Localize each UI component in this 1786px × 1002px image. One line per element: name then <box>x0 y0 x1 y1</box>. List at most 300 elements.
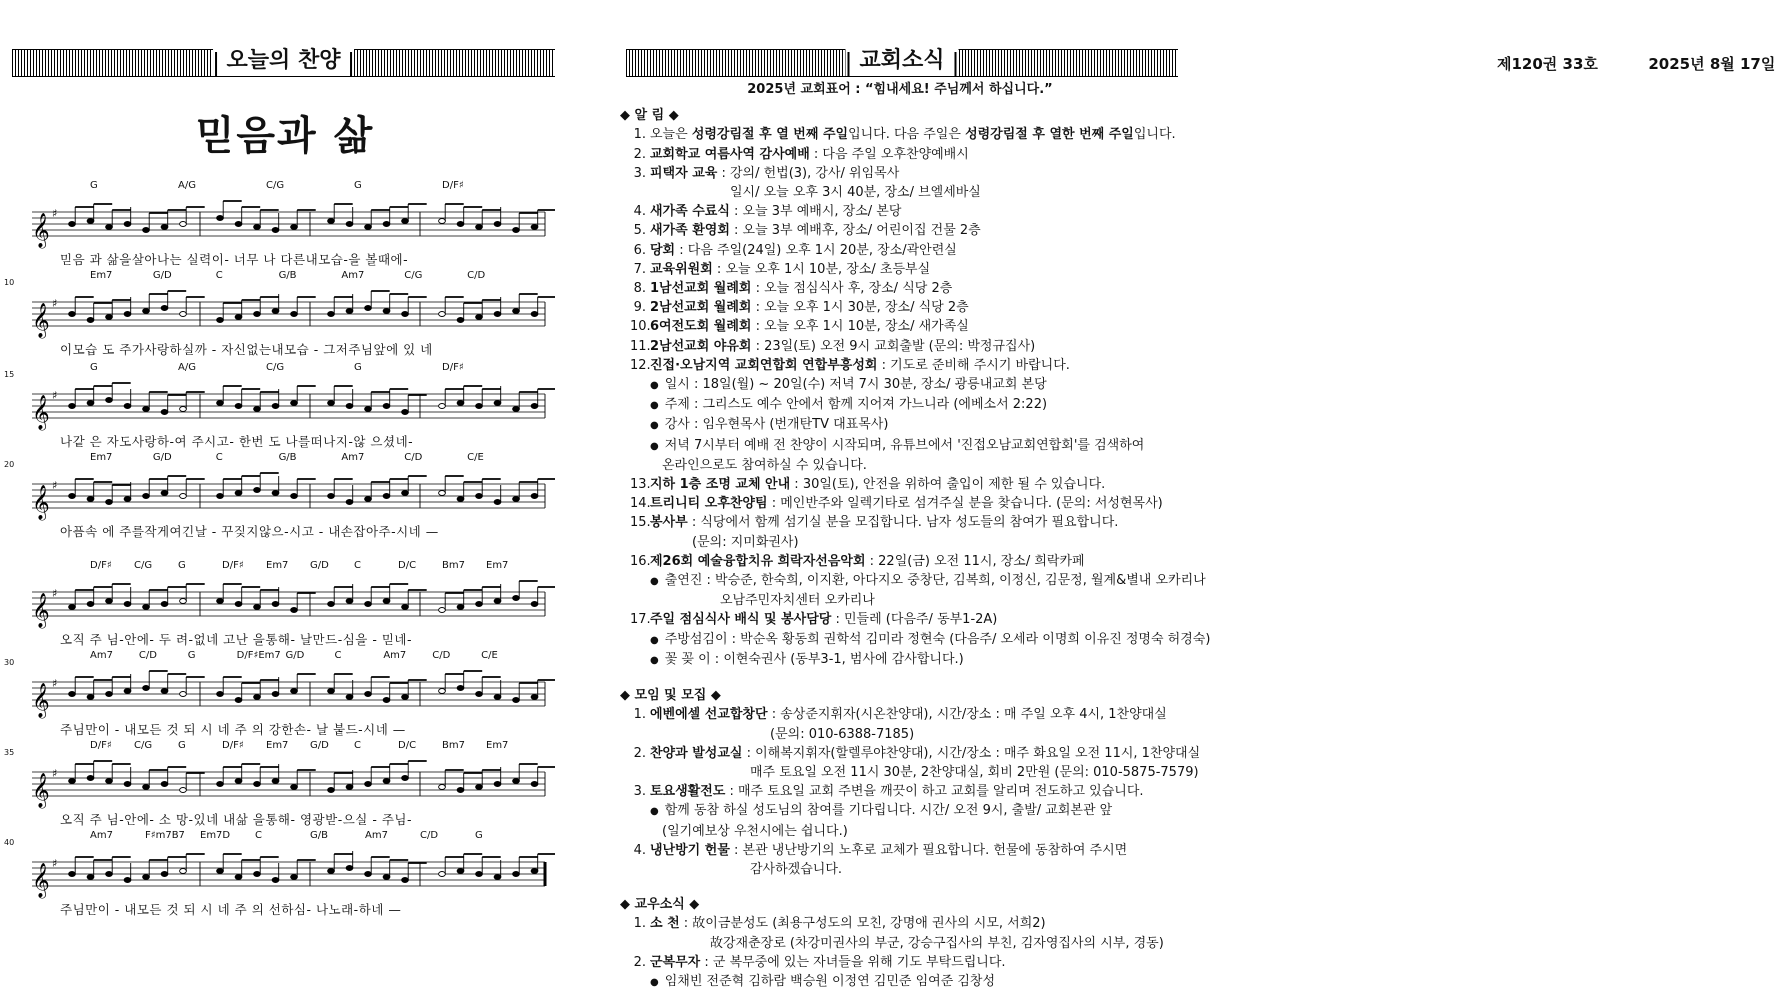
note-head <box>254 695 261 700</box>
note-head <box>87 497 94 502</box>
meeting-item <box>620 782 1180 801</box>
note-head <box>106 779 113 784</box>
note-head <box>402 312 409 317</box>
note-head <box>513 698 520 703</box>
notice-item-title: 교회학교 여름사역 감사예배 <box>650 146 810 162</box>
chord-symbol: Am7 <box>365 830 388 841</box>
note-head <box>69 312 76 317</box>
chord-symbol: Em7 <box>266 560 289 571</box>
note-head <box>402 491 409 496</box>
chord-symbol: D/F♯ <box>222 740 244 751</box>
chord-symbol: G/B <box>310 830 328 841</box>
note-head <box>254 872 261 877</box>
note-head <box>217 401 224 406</box>
note-head <box>272 602 279 607</box>
note-head <box>291 875 298 880</box>
note-head <box>402 410 409 415</box>
notice-number: 11. <box>630 338 651 354</box>
score-system <box>4 830 555 926</box>
meeting-item <box>620 841 1180 860</box>
chord-symbol: D/C <box>398 740 417 751</box>
notice-item <box>620 125 1180 144</box>
note-head <box>143 494 150 499</box>
note-head <box>291 225 298 230</box>
note-head <box>494 695 501 700</box>
section-meetings-title: ◆ 모임 및 모집 ◆ <box>620 688 721 704</box>
notice-item-title: 피택자 교육 <box>650 165 718 181</box>
note-head <box>328 869 335 874</box>
note-head <box>365 602 372 607</box>
note-head <box>383 404 390 409</box>
note-head <box>383 222 390 227</box>
chord-symbol: C <box>215 270 223 281</box>
notice-item <box>620 260 1180 279</box>
chord-symbol: C/G <box>404 270 423 281</box>
note-head <box>531 602 538 607</box>
note-head <box>291 401 298 406</box>
note-head <box>476 602 483 607</box>
meeting-sub-item: ● 함께 동참 하실 성도님의 참여를 기다립니다. 시간/ 오전 9시, 출발/ 교회본관 앞 <box>620 801 1180 821</box>
notice-item-text: : 30일(토), 안전을 위하여 출입이 제한 될 수 있습니다. <box>790 477 1106 493</box>
score-system <box>4 740 555 836</box>
notice-number: 15. <box>630 515 651 531</box>
note-head <box>476 404 483 409</box>
note-head <box>180 312 187 317</box>
chord-symbol: C/G <box>134 560 153 571</box>
meeting-continuation: 매주 토요일 오전 11시 30분, 2찬양대실, 회비 2만원 (문의: 010-5875-7579) <box>750 764 1199 780</box>
notice-item-title: 새가족 환영회 <box>650 223 730 239</box>
note-head <box>439 491 446 496</box>
measure-number: 10 <box>4 278 15 287</box>
note-head <box>291 494 298 499</box>
notice-item <box>620 552 1180 571</box>
meeting-item <box>620 744 1201 763</box>
note-head <box>161 602 168 607</box>
notice-sub-item: ● 강사 : 임우현목사 (번개탄TV 대표목사) <box>620 415 1180 435</box>
note-head <box>457 869 464 874</box>
measure-number: 20 <box>4 460 15 469</box>
note-head <box>457 318 464 323</box>
note-head <box>531 782 538 787</box>
notice-item <box>620 241 1180 260</box>
notice-item-title: 제26회 예술융합치유 희락자선음악회 <box>650 553 866 569</box>
meeting-number: 3. <box>633 784 646 800</box>
meeting-number: 4. <box>633 842 646 858</box>
note-head <box>235 404 242 409</box>
key-signature-icon: ♯ <box>52 587 58 600</box>
meeting-item-title: 토요생활전도 <box>650 784 726 800</box>
note-head <box>180 692 187 697</box>
chord-symbol: Am7 <box>383 650 407 661</box>
note-head <box>106 599 113 604</box>
notice-number: 6. <box>633 242 646 258</box>
note-head <box>365 225 372 230</box>
note-head <box>402 695 409 700</box>
notice-number: 12. <box>630 357 651 373</box>
member-sub-item: ● 임채빈 전준혁 김하람 백승원 이정연 김민준 임여준 김창성 <box>620 972 1180 992</box>
key-signature-icon: ♯ <box>52 767 58 780</box>
note-head <box>513 228 520 233</box>
note-head <box>124 878 131 883</box>
key-signature-icon: ♯ <box>52 297 58 310</box>
left-header-title: 오늘의 찬양 <box>213 46 355 76</box>
chord-symbol: Em7 <box>486 740 509 751</box>
notice-item <box>620 475 1180 494</box>
chord-symbol: Em7 <box>90 270 113 281</box>
note-head <box>494 599 501 604</box>
chord-symbol: G/D <box>152 270 172 281</box>
note-head <box>328 788 335 793</box>
chord-symbol: C <box>255 830 262 841</box>
note-head <box>180 494 187 499</box>
notice-item <box>620 513 1180 532</box>
member-item-title: 군복무자 <box>650 954 701 970</box>
notice-item-title: 주일 점심식사 배식 및 봉사담당 <box>650 612 832 628</box>
chord-symbol: C <box>354 740 361 751</box>
church-motto: 2025년 교회표어 : “힘내세요! 주님께서 하십니다.” <box>747 82 1053 97</box>
note-head <box>143 686 150 691</box>
note-head <box>87 219 94 224</box>
note-head <box>143 875 150 880</box>
notice-item <box>620 145 1180 164</box>
note-head <box>235 875 242 880</box>
note-head <box>346 404 353 409</box>
meeting-item-text: : 본관 냉난방기의 노후로 교체가 필요합니다. 헌물에 동참하여 주시면 <box>729 842 1128 858</box>
song-lyrics: 이모습 도 주가사랑하실까 - 자신없는내모습 - 그저주님앞에 있 네 <box>60 342 433 357</box>
note-head <box>272 878 279 883</box>
meeting-item-text: : 송상준지휘자(시온찬양대), 시간/장소 : 매 주일 오후 4시, 1찬양대실 <box>767 707 1167 723</box>
chord-symbol: A/G <box>178 180 196 191</box>
chord-symbol: G <box>187 650 196 661</box>
note-head <box>87 875 94 880</box>
note-head <box>254 782 261 787</box>
notice-item-text: : 오늘 점심식사 후, 장소/ 식당 2층 <box>751 281 953 297</box>
note-head <box>161 410 168 415</box>
song-title: 믿음과 삶 <box>195 113 375 159</box>
note-head <box>272 309 279 314</box>
note-head <box>328 689 335 694</box>
chord-symbol: F♯m7B7 <box>145 830 185 841</box>
note-head <box>124 782 131 787</box>
note-head <box>124 404 131 409</box>
note-head <box>346 500 353 505</box>
notice-item <box>620 610 1180 629</box>
note-head <box>365 497 372 502</box>
note-head <box>235 779 242 784</box>
right-header-bar <box>626 49 1178 77</box>
notice-item-text: : 오늘 오후 1시 10분, 장소/ 새가족실 <box>751 319 969 335</box>
notice-item-title: 새가족 수료식 <box>650 204 730 220</box>
note-head <box>439 404 446 409</box>
meeting-number: 1. <box>633 707 646 723</box>
notice-number: 10. <box>630 319 651 335</box>
note-head <box>143 407 150 412</box>
notice-item <box>620 317 1180 336</box>
note-head <box>254 225 261 230</box>
notice-item-text: : 식당에서 함께 섬기실 분을 모집합니다. 남자 성도들의 참여가 필요합니다. <box>687 515 1119 531</box>
measure-number: 15 <box>4 370 15 379</box>
note-head <box>494 500 501 505</box>
note-head <box>254 407 261 412</box>
notice-item <box>620 164 1180 183</box>
note-head <box>106 500 113 505</box>
note-head <box>346 785 353 790</box>
church-news <box>620 80 1211 992</box>
notice-number: 4. <box>633 204 646 220</box>
note-head <box>217 494 224 499</box>
song-lyrics: 주님만이 - 내모든 것 되 시 네 주 의 선하심- 나노래-하네 — <box>60 902 402 917</box>
note-head <box>124 497 131 502</box>
note-head <box>291 312 298 317</box>
note-head <box>476 225 483 230</box>
note-head <box>272 779 279 784</box>
note-head <box>161 782 168 787</box>
note-head <box>402 878 409 883</box>
note-head <box>457 788 464 793</box>
notice-item <box>620 356 1180 375</box>
note-head <box>69 692 76 697</box>
note-head <box>439 312 446 317</box>
note-head <box>383 599 390 604</box>
notice-item-text: : 민들레 (다음주/ 동부1-2A) <box>831 612 998 628</box>
note-head <box>328 219 335 224</box>
note-head <box>124 602 131 607</box>
notice-continuation: 오남주민자치센터 오카리나 <box>720 593 875 609</box>
note-head <box>217 318 224 323</box>
note-head <box>235 602 242 607</box>
meeting-item-text: : 매주 토요일 교회 주변을 깨끗이 하고 교회를 알리며 전도하고 있습니다. <box>725 784 1144 800</box>
chord-symbol: C <box>215 452 223 463</box>
score-system <box>4 452 555 548</box>
chord-symbol: G <box>90 362 98 373</box>
note-head <box>365 872 372 877</box>
note-head <box>346 599 353 604</box>
song-lyrics: 주님만이 - 내모든 것 되 시 네 주 의 강한손- 날 붙드-시네 — <box>60 722 406 737</box>
treble-clef-icon: 𝄞 <box>32 593 50 628</box>
chord-symbol: C/G <box>266 362 285 373</box>
notice-item-title: 당회 <box>650 242 676 258</box>
note-head <box>531 695 538 700</box>
note-head <box>346 695 353 700</box>
notice-number: 1. <box>633 127 646 143</box>
note-head <box>217 599 224 604</box>
notice-item-text: : 다음 주일 오후찬양예배시 <box>809 146 969 162</box>
note-head <box>291 785 298 790</box>
notice-item-text: 입니다. <box>1133 127 1176 143</box>
treble-clef-icon: 𝄞 <box>32 485 50 520</box>
note-head <box>143 605 150 610</box>
notice-item <box>620 494 1180 513</box>
issue-info <box>1497 53 1775 74</box>
note-head <box>87 401 94 406</box>
note-head <box>402 219 409 224</box>
note-head <box>69 404 76 409</box>
note-head <box>217 692 224 697</box>
notice-item-text: : 오늘 3부 예배시, 장소/ 본당 <box>729 204 902 220</box>
note-head <box>476 315 483 320</box>
notice-number: 3. <box>633 165 646 181</box>
note-head <box>272 692 279 697</box>
notice-number: 16. <box>630 553 651 569</box>
note-head <box>106 225 113 230</box>
notice-number: 13. <box>630 477 651 493</box>
note-head <box>457 222 464 227</box>
notice-number: 5. <box>633 223 646 239</box>
note-head <box>365 306 372 311</box>
chord-symbol: G/B <box>278 452 297 463</box>
song-lyrics: 아픔속 에 주를작게여긴날 - 꾸짖지않으-시고 - 내손잡아주-시네 — <box>60 524 439 539</box>
note-head <box>217 869 224 874</box>
note-head <box>87 776 94 781</box>
meeting-item-title: 찬양과 발성교실 <box>650 745 743 761</box>
score-system <box>10 180 555 276</box>
note-head <box>457 497 464 502</box>
note-head <box>439 785 446 790</box>
notice-item-title: 2남선교회 월례회 <box>650 300 752 316</box>
chord-symbol: C/D <box>404 452 423 463</box>
note-head <box>513 779 520 784</box>
member-number: 1. <box>633 916 646 932</box>
song-lyrics: 믿음 과 삶을살아나는 실력이- 너무 나 다른내모습-을 볼때에- <box>60 252 409 267</box>
chord-symbol: D/F♯Em7 <box>236 650 281 661</box>
notice-item-title: 지하 1층 조명 교체 안내 <box>650 477 791 493</box>
meeting-item-text: : 이해복지휘자(할렐루야찬양대), 시간/장소 : 매주 화요일 오전 11시, 1찬양대실 <box>742 745 1201 761</box>
chord-symbol: G/D <box>310 740 329 751</box>
notice-sub-item: ● 주제 : 그리스도 예수 안에서 함께 지어져 가느니라 (에베소서 2:22) <box>620 395 1180 415</box>
note-head <box>494 782 501 787</box>
chord-symbol: G/B <box>278 270 297 281</box>
song-lyrics: 오직 주 님-안에- 두 려-없네 고난 을통해- 날만드-심을 - 믿네- <box>60 632 412 647</box>
score-system <box>4 270 555 366</box>
note-head <box>69 494 76 499</box>
notice-item <box>620 337 1180 356</box>
notice-item-text: 입니다. 다음 주일은 <box>848 127 966 143</box>
notice-item-text: : 오늘 오후 1시 10분, 장소/ 초등부실 <box>712 261 931 277</box>
notice-number: 2. <box>633 146 646 162</box>
note-head <box>291 689 298 694</box>
chord-symbol: Bm7 <box>442 740 465 751</box>
notice-item-title: 트리니티 오후찬양팀 <box>650 496 768 512</box>
key-signature-icon: ♯ <box>52 677 58 690</box>
key-signature-icon: ♯ <box>52 479 58 492</box>
member-news-list <box>620 914 1180 992</box>
note-head <box>87 318 94 323</box>
song-lyrics: 오직 주 님-안에- 소 망-있네 내삶 을통해- 영광받-으실 - 주님- <box>60 812 412 827</box>
note-head <box>365 782 372 787</box>
notice-item-title: 6여전도회 월례회 <box>650 319 752 335</box>
chord-symbol: Em7 <box>486 560 509 571</box>
notice-item-text: 오늘은 <box>650 127 692 143</box>
chord-symbol: G/D <box>152 452 172 463</box>
note-head <box>439 872 446 877</box>
notice-number: 8. <box>633 281 646 297</box>
chord-symbol: C <box>354 560 361 571</box>
chord-symbol: Em7 <box>90 452 113 463</box>
note-head <box>124 689 131 694</box>
note-head <box>254 312 261 317</box>
note-head <box>143 309 150 314</box>
note-head <box>365 407 372 412</box>
chord-symbol: D/F♯ <box>442 180 464 191</box>
score-system <box>4 650 555 746</box>
note-head <box>476 785 483 790</box>
chord-symbol: G <box>475 830 483 841</box>
note-head <box>513 309 520 314</box>
note-head <box>143 785 150 790</box>
note-head <box>439 608 446 613</box>
note-head <box>106 692 113 697</box>
chord-symbol: Bm7 <box>442 560 465 571</box>
note-head <box>106 398 113 403</box>
notice-item-text: : 기도로 준비해 주시기 바랍니다. <box>877 357 1070 373</box>
notice-continuation: (문의: 지미화권사) <box>692 534 799 550</box>
notice-item-text: : 오늘 3부 예배후, 장소/ 어린이집 건물 2층 <box>729 223 981 239</box>
note-head <box>272 491 279 496</box>
notice-number: 17. <box>630 612 651 628</box>
notice-item-emph: 성령강림절 후 열한 번째 주일 <box>965 127 1134 143</box>
notice-continuation: 온라인으로도 참여하실 수 있습니다. <box>662 457 867 473</box>
key-signature-icon: ♯ <box>52 389 58 402</box>
note-head <box>439 219 446 224</box>
note-head <box>180 407 187 412</box>
notice-number: 14. <box>630 496 651 512</box>
notice-item <box>620 298 1180 317</box>
notice-number: 7. <box>633 261 646 277</box>
note-head <box>124 312 131 317</box>
note-head <box>439 689 446 694</box>
note-head <box>457 605 464 610</box>
notice-sub-item: ● 꽃 꽂 이 : 이현숙권사 (동부3-1, 범사에 감사합니다.) <box>620 650 1180 670</box>
member-continuation: 故강재춘장로 (차강미권사의 부군, 강승구집사의 부친, 김자영집사의 시부, 경동) <box>710 935 1164 951</box>
note-head <box>272 228 279 233</box>
note-head <box>402 776 409 781</box>
chord-symbol: Am7 <box>341 452 365 463</box>
meeting-list <box>620 705 1201 879</box>
note-head <box>531 869 538 874</box>
notice-number: 9. <box>633 300 646 316</box>
note-head <box>513 407 520 412</box>
note-head <box>494 401 501 406</box>
note-head <box>106 315 113 320</box>
chord-symbol: C/D <box>432 650 451 661</box>
note-head <box>69 779 76 784</box>
note-head <box>346 309 353 314</box>
chord-symbol: C/D <box>420 830 439 841</box>
notice-item-text: : 22일(금) 오전 11시, 장소/ 희락카페 <box>865 553 1085 569</box>
notice-sub-item: ● 일시 : 18일(월) ~ 20일(수) 저녁 7시 30분, 장소/ 광릉내교회 본당 <box>620 375 1180 395</box>
notice-item-text: : 메인반주와 일렉기타로 섬겨주실 분을 찾습니다. (문의: 서성현목사) <box>767 496 1163 512</box>
note-head <box>180 869 187 874</box>
note-head <box>383 875 390 880</box>
section-members-title: ◆ 교우소식 ◆ <box>620 897 700 913</box>
chord-symbol: D/F♯ <box>222 560 244 571</box>
note-head <box>235 222 242 227</box>
notice-item-title: 진접·오남지역 교회연합회 연합부흥성회 <box>650 357 878 373</box>
note-head <box>235 491 242 496</box>
key-signature-icon: ♯ <box>52 207 58 220</box>
note-head <box>87 695 94 700</box>
member-item-text: : 군 복무중에 있는 자녀들을 위해 기도 부탁드립니다. <box>700 954 1006 970</box>
notice-item-text: : 23일(토) 오전 9시 교회출발 (문의: 박정규집사) <box>751 338 1036 354</box>
note-head <box>513 872 520 877</box>
chord-symbol: C/D <box>467 270 486 281</box>
note-head <box>180 599 187 604</box>
treble-clef-icon: 𝄞 <box>32 683 50 718</box>
note-head <box>383 309 390 314</box>
notice-item-text: : 강의/ 헌법(3), 강사/ 위임목사 <box>717 165 900 181</box>
note-head <box>513 596 520 601</box>
score-system <box>4 362 555 458</box>
